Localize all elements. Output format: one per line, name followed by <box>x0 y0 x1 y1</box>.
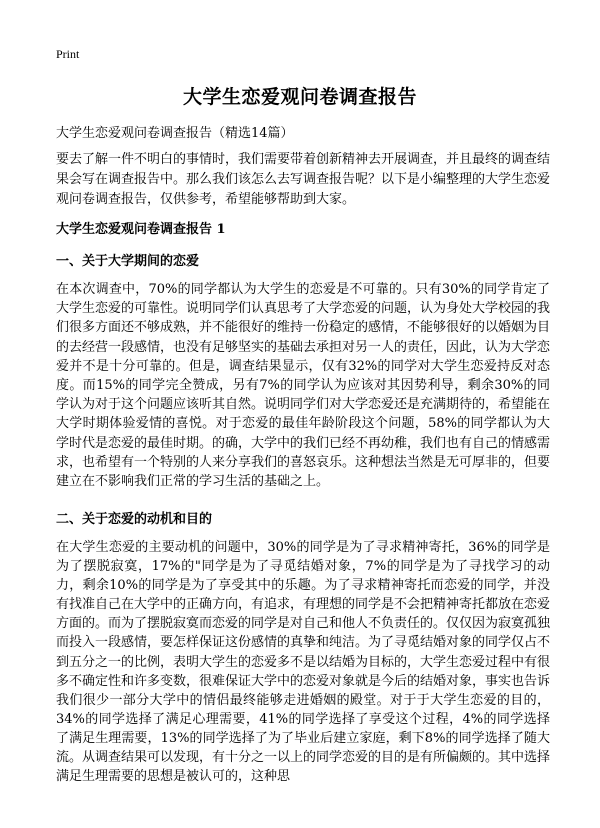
intro-paragraph: 要去了解一件不明白的事情时，我们需要带着创新精神去开展调查，并且最终的调查结果会写在调查报告中。那么我们该怎么去写调查报告呢？以下是小编整理的大学生恋爱观问卷调查报告，仅供参考，希望能够帮助到大家。 <box>56 152 551 207</box>
section-1-heading: 一、关于大学期间的恋爱 <box>56 254 200 269</box>
document-subtitle: 大学生恋爱观问卷调查报告（精选14篇） <box>56 126 294 141</box>
section-2-body: 在大学生恋爱的主要动机的问题中，30%的同学是为了寻求精神寄托，36%的同学是为了摆脱寂寞，17%的"同学是为了寻觅结婚对象，7%的同学是为了寻找学习的动力，剩余10%的同学是为了享受其中的乐趣。为了寻求精神寄托而恋爱的同学，并没有找准自己在大学中的正确方向，有追求，有理想的同学是不会把精神寄托都放在恋爱方面的。而为了摆脱寂寞而恋爱的同学是对自己和他人不负责任的。仅仅因为寂寞孤独而投入一段感情，要怎样保证这份感情的真挚和纯洁。为了寻觅结婚对象的同学仅占不到五分之一的比例，表明大学生的恋爱多不是以结婚为目标的，大学生恋爱过程中有很多不确定性和许多变数，很难保证大学中的恋爱对象就是今后的结婚对象，事实也告诉我们很少一部分大学中的情侣最终能够走进婚姻的殿堂。对于于大学生恋爱的目的，34%的同学选择了满足心理需要，41%的同学选择了享受这个过程，4%的同学选择了满足生理需要，13%的同学选择了为了毕业后建立家庭，剩下8%的同学选择了随大流。从调查结果可以发现，有十分之一以上的同学恋爱的目的是有所偏颇的。其中选择满足生理需要的思想是被认可的，这种思 <box>56 540 551 785</box>
print-label: Print <box>56 47 80 61</box>
section-2-heading: 二、关于恋爱的动机和目的 <box>56 512 213 527</box>
section-1-body: 在本次调查中，70%的同学都认为大学生的恋爱是不可靠的。只有30%的同学肯定了大学生恋爱的可靠性。说明同学们认真思考了大学恋爱的问题，认为身处大学校园的我们很多方面还不够成熟，并不能很好的维持一份稳定的感情，不能够很好的以婚姻为目的去经营一段感情，也没有足够坚实的基础去承担对另一人的责任，因此，认为大学恋爱并不是十分可靠的。但是，调查结果显示，仅有32%的同学对大学生恋爱持反对态度。而15%的同学完全赞成，另有7%的同学认为应该对其因势利导，剩余30%的同学认为对于这个问题应该听其自然。说明同学们对大学恋爱还是充满期待的，希望能在大学时期体验爱情的喜悦。对于恋爱的最佳年龄阶段这个问题，58%的同学都认为大学时代是恋爱的最佳时期。的确，大学中的我们已经不再幼稚，我们也有自己的情感需求，也希望有一个特别的人来分享我们的喜怒哀乐。这种想法当然是无可厚非的，但要建立在不影响我们正常的学习生活的基础之上。 <box>56 282 551 490</box>
document-title: 大学生恋爱观问卷调查报告 <box>182 86 417 108</box>
report-heading: 大学生恋爱观问卷调查报告 1 <box>56 222 226 237</box>
